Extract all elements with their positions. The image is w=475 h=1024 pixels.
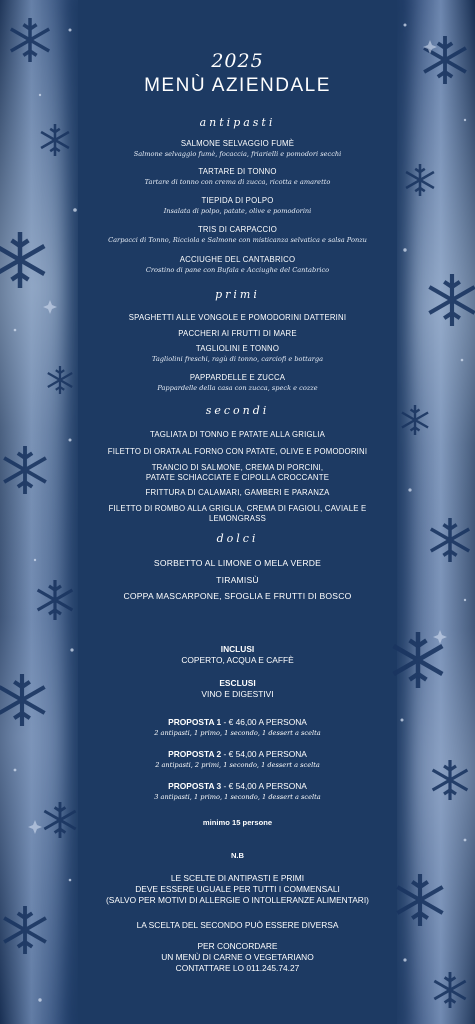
nb-line: (SALVO PER MOTIVI DI ALLERGIE O INTOLLERANZE ALIMENTARI) bbox=[106, 895, 369, 905]
menu-item bbox=[20, 196, 455, 216]
proposta-3 bbox=[20, 781, 455, 803]
menu-item bbox=[20, 313, 455, 323]
nb-line: LE SCELTE DI ANTIPASTI E PRIMI bbox=[170, 873, 305, 883]
inclusi-label: INCLUSI bbox=[220, 644, 255, 654]
esclusi-label: ESCLUSI bbox=[219, 678, 256, 688]
item-name: SALMONE SELVAGGIO FUMÈ bbox=[180, 139, 295, 148]
item-name: TARTARE DI TONNO bbox=[198, 167, 277, 176]
item-description: Salmone selvaggio fumè, focaccia, friarielli e pomodori secchi bbox=[133, 150, 342, 158]
item-description: Insalata di polpo, patate, olive e pomodorini bbox=[163, 207, 312, 215]
menu-item bbox=[20, 463, 455, 483]
proposta-price: - € 54,00 A PERSONA bbox=[221, 749, 307, 759]
item-name: TAGLIOLINI E TONNO bbox=[195, 344, 280, 353]
esclusi-text: VINO E DIGESTIVI bbox=[201, 689, 274, 699]
proposta-price: - € 46,00 A PERSONA bbox=[221, 717, 307, 727]
menu-item bbox=[20, 225, 455, 245]
minimum-guests: minimo 15 persone bbox=[202, 818, 273, 827]
contact-phone: CONTATTARE LO 011.245.74.27 bbox=[175, 963, 300, 973]
item-name: PACCHERI AI FRUTTI DI MARE bbox=[178, 329, 297, 338]
item-name-line-2: PATATE SCHIACCIATE E CIPOLLA CROCCANTE bbox=[145, 473, 330, 482]
proposta-1 bbox=[20, 717, 455, 739]
item-name: ACCIUGHE DEL CANTABRICO bbox=[179, 255, 296, 264]
nb-line: DEVE ESSERE UGUALE PER TUTTI I COMMENSALI bbox=[135, 884, 340, 894]
nb-line: PER CONCORDARE bbox=[197, 941, 278, 951]
inclusi-block bbox=[20, 644, 455, 666]
menu-item bbox=[20, 447, 455, 457]
item-name: FILETTO DI ROMBO ALLA GRIGLIA, CREMA DI FAGIOLI, CAVIALE E bbox=[108, 504, 367, 513]
item-name: PAPPARDELLE E ZUCCA bbox=[189, 373, 286, 382]
proposta-description: 3 antipasti, 1 primo, 1 secondo, 1 dessert a scelta bbox=[154, 793, 321, 801]
section-title-antipasti: antipasti bbox=[199, 116, 276, 129]
section-title-primi: primi bbox=[215, 288, 260, 301]
nb-line: UN MENÙ DI CARNE O VEGETARIANO bbox=[161, 952, 314, 962]
proposta-label: PROPOSTA 3 bbox=[168, 781, 222, 791]
section-title-secondi: secondi bbox=[205, 404, 270, 417]
item-name: TRIS DI CARPACCIO bbox=[197, 225, 278, 234]
proposta-price: - € 54,00 A PERSONA bbox=[221, 781, 307, 791]
item-name: FRITTURA DI CALAMARI, GAMBERI E PARANZA bbox=[145, 488, 330, 497]
nb-contact bbox=[20, 941, 455, 974]
nb-secondo: LA SCELTA DEL SECONDO PUÒ ESSERE DIVERSA bbox=[136, 920, 339, 930]
proposta-description: 2 antipasti, 2 primi, 1 secondo, 1 dessert a scelta bbox=[155, 761, 320, 769]
item-name-line-2: LEMONGRASS bbox=[208, 514, 267, 523]
item-description: Carpacci di Tonno, Ricciola e Salmone con misticanza selvatica e salsa Ponzu bbox=[108, 236, 367, 244]
proposta-description: 2 antipasti, 1 primo, 1 secondo, 1 dessert a scelta bbox=[154, 729, 321, 737]
item-name: TIRAMISÙ bbox=[216, 575, 259, 585]
item-description: Tagliolini freschi, ragù di tonno, carciofi e bottarga bbox=[151, 355, 324, 363]
item-name: COPPA MASCARPONE, SFOGLIA E FRUTTI DI BOSCO bbox=[123, 591, 352, 601]
menu-item bbox=[20, 373, 455, 393]
menu-item bbox=[20, 575, 455, 585]
menu-item bbox=[20, 344, 455, 364]
section-title-dolci: dolci bbox=[216, 532, 259, 545]
proposta-2 bbox=[20, 749, 455, 771]
menu-title: MENÙ AZIENDALE bbox=[144, 75, 331, 96]
item-name: TIEPIDA DI POLPO bbox=[201, 196, 274, 205]
menu-item bbox=[20, 591, 455, 601]
proposta-label: PROPOSTA 1 bbox=[168, 717, 222, 727]
menu-item bbox=[20, 430, 455, 440]
item-name: TRANCIO DI SALMONE, CREMA DI PORCINI, bbox=[151, 463, 324, 472]
menu-item bbox=[20, 558, 455, 568]
esclusi-block bbox=[20, 678, 455, 700]
nb-choices bbox=[20, 873, 455, 906]
menu-year: 2025 bbox=[211, 50, 264, 72]
item-name: TAGLIATA DI TONNO E PATATE ALLA GRIGLIA bbox=[149, 430, 326, 439]
menu-item bbox=[20, 488, 455, 498]
proposta-label: PROPOSTA 2 bbox=[168, 749, 222, 759]
menu-item bbox=[20, 255, 455, 275]
item-name: SORBETTO AL LIMONE O MELA VERDE bbox=[153, 558, 322, 568]
menu-item bbox=[20, 139, 455, 159]
menu-item bbox=[20, 167, 455, 187]
menu-item bbox=[20, 504, 455, 524]
nb-label: N.B bbox=[230, 851, 245, 860]
item-description: Tartare di tonno con crema di zucca, ricotta e amaretto bbox=[144, 178, 331, 186]
item-name: FILETTO DI ORATA AL FORNO CON PATATE, OLIVE E POMODORINI bbox=[107, 447, 368, 456]
item-description: Crostino di pane con Bufala e Acciughe del Cantabrico bbox=[145, 266, 330, 274]
menu-item bbox=[20, 329, 455, 339]
item-name: SPAGHETTI ALLE VONGOLE E POMODORINI DATTERINI bbox=[128, 313, 347, 322]
item-description: Pappardelle della casa con zucca, speck e cozze bbox=[157, 384, 318, 392]
inclusi-text: COPERTO, ACQUA E CAFFÈ bbox=[181, 655, 294, 665]
